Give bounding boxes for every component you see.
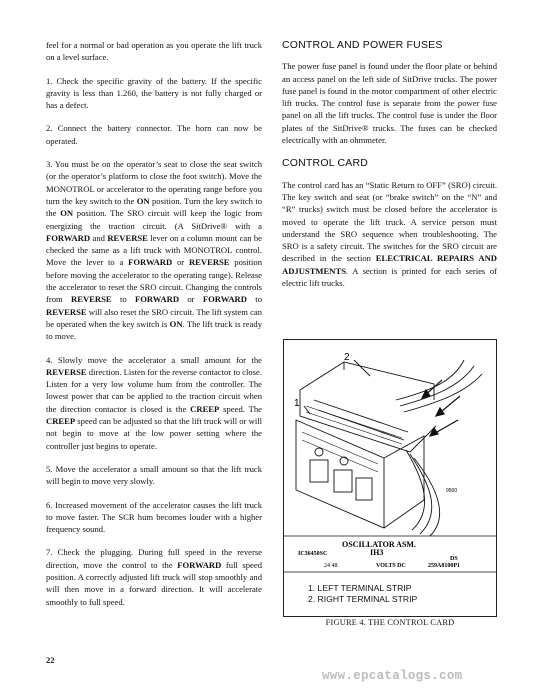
figure-caption: FIGURE 4. THE CONTROL CARD (325, 618, 455, 627)
figure-code: 9500 (446, 488, 458, 494)
control-card-diagram (284, 340, 496, 580)
paragraph-fuses: The power fuse panel is found under the floor plate or behind an access panel on the left side of SitDrive trucks. The power fuse panel is found in the motor compartment of other electric lift trucks. The control fuse is separate from the power fuse panel on all the lift trucks. The control fuse is under the floor plates of the SitDrive® trucks. The fuses can be checked electrically with an ohmmeter. (282, 61, 497, 146)
paragraph-step-1: 1. Check the specific gravity of the battery. If the specific gravity is less than 1.260, the battery is not fully charged or has a defect. (46, 75, 262, 111)
legend-item-2: 2. RIGHT TERMINAL STRIP (308, 593, 418, 604)
paragraph-step-6: 6. Increased movement of the accelerator causes the lift truck to move faster. The SCR hum becomes louder with a higher frequency sound. (46, 499, 262, 535)
figure-legend (308, 583, 417, 604)
plate-left-code: IC36450SC (298, 551, 328, 557)
page-number: 22 (46, 655, 55, 665)
watermark: www.epcatalogs.com (322, 669, 463, 683)
left-column (46, 39, 262, 619)
figure-box (283, 339, 497, 617)
plate-volts: VOLTS DC (376, 563, 406, 569)
plate-title: OSCILLATOR ASM. (342, 540, 416, 549)
callout-1: 1 (294, 398, 300, 409)
paragraph-step-2: 2. Connect the battery connector. The horn can now be operated. (46, 123, 262, 146)
paragraph-step-7: 7. Check the plugging. During full speed in the reverse direction, move the control to the FORWARD full speed position. A correctly adjusted lift truck will stop smoothly and will then move in a forward direction. It will accelerate smoothly to full speed. (46, 547, 262, 607)
heading-fuses: CONTROL AND POWER FUSES (282, 39, 443, 51)
paragraph-intro: feel for a normal or bad operation as you operate the lift truck on a level surface. (46, 40, 262, 63)
plate-right-top: DS (450, 556, 458, 562)
legend-item-1: 1. LEFT TERMINAL STRIP (308, 583, 412, 593)
paragraph-step-3: 3. You must be on the operator’s seat to close the seat switch (or the operator’s platform to close the foot switch). Move the MONOTROL or accelerator to the operating range before you turn the key switch to the ON position. Turn the key switch to the ON position. The SRO circuit will keep the logic from energizing the traction circuit. (A SitDrive® with a FORWARD and REVERSE lever on a column mount can be checked the same as a lift truck with MONOTROL control. Move the lever to a FORWARD or REVERSE position before moving the accelerator to the operating range). Release the accelerator to reset the SRO circuit. Changing the controls from REVERSE to FORWARD or FORWARD to REVERSE will also reset the SRO circuit. The lift system can be operated when the key switch is ON. The lift truck is ready to move. (46, 159, 263, 342)
plate-volts-nums: 24 48 (324, 563, 338, 569)
callout-2: 2 (344, 352, 350, 363)
paragraph-step-5: 5. Move the accelerator a small amount so that the lift truck will begin to move very slowly. (46, 463, 262, 487)
paragraph-control-card: The control card has an “Static Return to OFF” (SRO) circuit. The key switch and seat (or “brake switch” on the “N” and “R” trucks) switch must be closed before the accelerator is moved to operate the lift truck. A service person must understand the SRO sequence when troubleshooting. The SRO is a safety circuit. The switches for the SRO circuit are described in the section ELECTRICAL REPAIRS AND ADJUSTMENTS. A section is printed for each series of electric lift trucks. (282, 179, 497, 289)
plate-model: IH3 (370, 548, 384, 557)
heading-control-card: CONTROL CARD (282, 157, 369, 170)
plate-right-code: 259A8100P1 (428, 563, 460, 569)
paragraph-step-4: 4. Slowly move the accelerator a small amount for the REVERSE direction. Listen for the reverse contactor to close. Listen for a very low volume hum from the controller. The lowest power that can be applied to the traction circuit when the direction contactor is closed is the CREEP speed. The CREEP speed can be adjusted so that the lift truck will or will not begin to move at the low power setting where the controller just begins to operate. (46, 354, 262, 451)
right-column (282, 39, 497, 300)
